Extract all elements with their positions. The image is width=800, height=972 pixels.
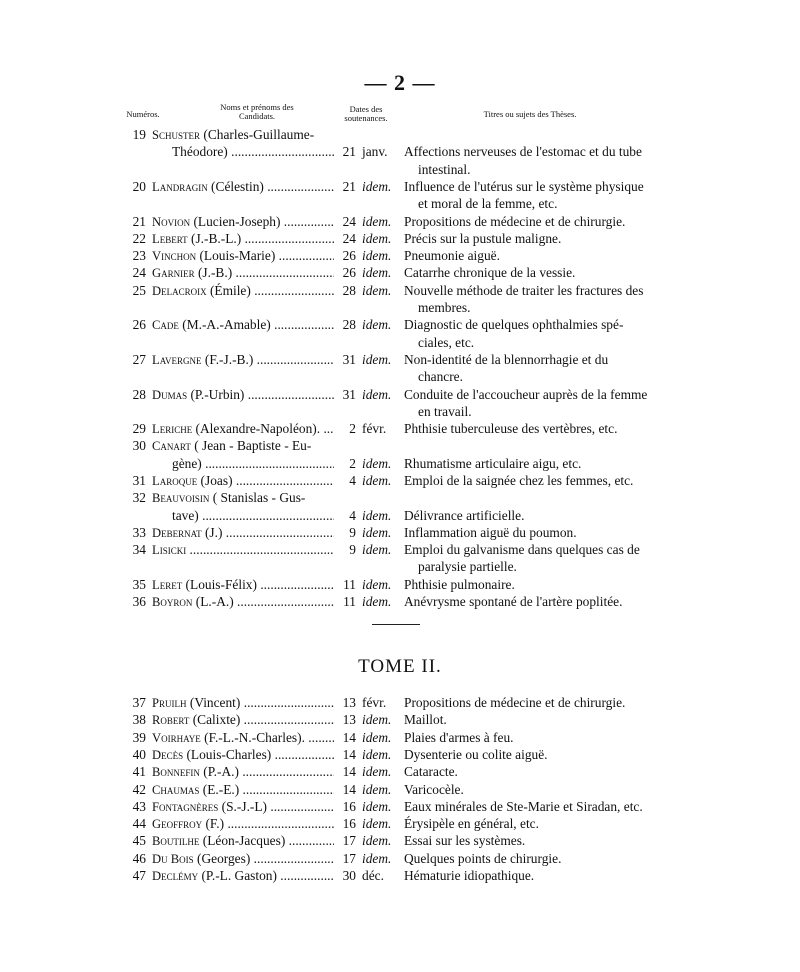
candidate-surname: Boutilhe xyxy=(152,834,200,849)
candidate-surname: Voirhaye xyxy=(152,730,201,745)
defense-month: idem. xyxy=(362,833,392,849)
candidate-given-names: (Louis-Félix) xyxy=(182,576,257,592)
thesis-title: Inflammation aiguë du poumon. xyxy=(404,524,577,540)
candidate-name xyxy=(152,178,334,196)
defense-month: idem. xyxy=(362,729,392,745)
candidate-given-names: (M.-A.-Amable) xyxy=(178,317,271,333)
thesis-title: Anévrysme spontané de l'artère poplitée. xyxy=(404,594,623,610)
candidate-given-names: (J.-B.-L.) xyxy=(187,230,242,246)
candidate-name xyxy=(152,729,334,747)
candidate-given-names: ( Jean - Baptiste - Eu- xyxy=(190,438,312,454)
defense-day: 11 xyxy=(343,594,356,610)
entry-number: 25 xyxy=(132,282,146,298)
entry-number: 38 xyxy=(132,712,146,728)
thesis-title: Nouvelle méthode de traiter les fractures des xyxy=(404,282,644,298)
candidate-given-names: (F.-L.-N.-Charles). xyxy=(200,729,305,745)
entry-number: 31 xyxy=(132,473,146,488)
candidate-given-names: (Louis-Charles) xyxy=(183,746,272,762)
candidate-surname: Leriche xyxy=(152,422,193,437)
page-number: — 2 — xyxy=(364,70,436,95)
thesis-title-continued: membres. xyxy=(418,299,471,315)
candidate-surname: Bonnefin xyxy=(152,765,200,780)
candidate-given-names: (Léon-Jacques) xyxy=(199,833,286,849)
header-dates: Dates des soutenances. xyxy=(344,104,388,123)
candidate-name xyxy=(152,247,334,265)
defense-month: idem. xyxy=(362,351,392,367)
defense-month: idem. xyxy=(362,386,392,402)
defense-day: 2 xyxy=(349,455,356,471)
defense-day: 14 xyxy=(342,781,356,797)
entry-number: 45 xyxy=(132,833,146,849)
candidate-name xyxy=(152,489,334,507)
thesis-title: Érysipèle en général, etc. xyxy=(404,816,539,832)
entry-number: 41 xyxy=(132,764,146,780)
candidate-surname: Garnier xyxy=(152,266,195,281)
entry-number: 39 xyxy=(132,729,146,745)
candidate-surname: Boyron xyxy=(152,595,193,610)
defense-day: 16 xyxy=(342,798,356,814)
thesis-title: Emploi de la saignée chez les femmes, etc. xyxy=(404,473,634,488)
defense-day: 16 xyxy=(342,816,356,832)
defense-day: 31 xyxy=(342,386,356,402)
candidate-given-names: (P.-A.) xyxy=(199,764,239,780)
defense-month: idem. xyxy=(362,542,392,558)
candidate-name xyxy=(152,230,334,248)
thesis-title: Précis sur la pustule maligne. xyxy=(404,230,562,246)
entry-number: 46 xyxy=(132,850,146,866)
defense-month: idem. xyxy=(362,524,392,540)
defense-month: idem. xyxy=(362,213,392,229)
defense-month: idem. xyxy=(362,473,392,488)
defense-day: 2 xyxy=(349,421,356,437)
thesis-title: Non-identité de la blennorrhagie et du xyxy=(404,351,609,367)
thesis-title: Quelques points de chirurgie. xyxy=(404,850,562,866)
candidate-given-names: (Alexandre-Napoléon). xyxy=(192,421,321,437)
entry-number: 47 xyxy=(132,868,146,883)
thesis-title: Affections nerveuses de l'estomac et du tube xyxy=(404,144,642,160)
header-names: Noms et prénoms des Candidats. xyxy=(220,102,294,121)
candidate-surname: Laroque xyxy=(152,474,198,488)
defense-month: idem. xyxy=(362,230,392,246)
defense-month: idem. xyxy=(362,781,392,797)
defense-month: janv. xyxy=(362,144,388,160)
defense-month: idem. xyxy=(362,317,392,333)
defense-day: 14 xyxy=(342,746,356,762)
candidate-name xyxy=(152,746,334,764)
thesis-title: Essai sur les systèmes. xyxy=(404,833,526,849)
candidate-surname: Delacroix xyxy=(152,283,207,298)
candidate-name xyxy=(152,386,334,404)
entry-number: 21 xyxy=(132,213,146,229)
candidate-name xyxy=(152,711,334,729)
defense-day: 17 xyxy=(342,833,356,849)
defense-month: févr. xyxy=(362,421,387,437)
defense-day: 24 xyxy=(342,230,356,246)
defense-month: idem. xyxy=(362,507,392,523)
thesis-title: Phthisie pulmonaire. xyxy=(404,576,515,592)
entry-number: 22 xyxy=(132,230,146,246)
entry-number: 44 xyxy=(132,816,146,832)
thesis-title: Pneumonie aiguë. xyxy=(404,248,500,264)
defense-day: 26 xyxy=(342,248,356,264)
thesis-title: Hématurie idiopathique. xyxy=(404,868,535,883)
defense-day: 17 xyxy=(342,850,356,866)
entry-number: 28 xyxy=(132,386,146,402)
defense-month: idem. xyxy=(362,282,392,298)
thesis-title: Catarrhe chronique de la vessie. xyxy=(404,265,576,281)
entry-number: 40 xyxy=(132,746,146,762)
thesis-title: Propositions de médecine et de chirurgie. xyxy=(404,213,626,229)
candidate-name xyxy=(152,798,334,816)
candidate-name xyxy=(152,576,334,594)
candidate-surname: Lisicki xyxy=(152,543,187,558)
candidate-given-names: (Lucien-Joseph) xyxy=(190,213,281,229)
candidate-name xyxy=(152,781,334,799)
candidate-surname: Declémy xyxy=(152,869,199,883)
candidate-name xyxy=(152,694,334,712)
thesis-title: Rhumatisme articulaire aigu, etc. xyxy=(404,455,582,471)
defense-month: idem. xyxy=(362,850,392,866)
candidate-name xyxy=(152,282,334,300)
defense-day: 4 xyxy=(349,473,356,488)
thesis-title: Varicocèle. xyxy=(404,781,464,797)
defense-day: 11 xyxy=(343,576,356,592)
candidate-given-names: (Charles-Guillaume- xyxy=(200,127,315,142)
thesis-title: Influence de l'utérus sur le système physique xyxy=(404,178,644,194)
candidate-given-names: (Vincent) xyxy=(186,695,241,710)
candidate-surname: Vinchon xyxy=(152,249,197,264)
candidate-surname: Lavergne xyxy=(152,352,202,367)
defense-month: idem. xyxy=(362,816,392,832)
entry-number: 32 xyxy=(132,490,146,506)
candidate-name xyxy=(152,316,334,334)
candidate-given-names: (Georges) xyxy=(193,850,251,866)
defense-month: idem. xyxy=(362,455,392,471)
candidate-surname: Canart xyxy=(152,439,191,454)
candidate-name xyxy=(152,524,334,542)
defense-day: 24 xyxy=(342,213,356,229)
thesis-title: Phthisie tuberculeuse des vertèbres, etc. xyxy=(404,421,618,437)
candidate-name xyxy=(152,472,334,490)
candidate-name-continued: Théodore) ..... xyxy=(172,143,334,160)
header-numbers: Numéros. xyxy=(126,109,160,119)
defense-day: 26 xyxy=(342,265,356,281)
defense-day: 4 xyxy=(349,507,356,523)
entry-number: 42 xyxy=(132,781,146,797)
defense-day: 9 xyxy=(349,524,356,540)
thesis-title-continued: ciales, etc. xyxy=(418,334,475,350)
candidate-name xyxy=(152,213,334,231)
candidate-surname: Debernat xyxy=(152,525,202,540)
defense-day: 31 xyxy=(342,351,356,367)
candidate-name xyxy=(152,437,334,455)
defense-month: déc. xyxy=(362,868,384,883)
candidate-surname: Robert xyxy=(152,713,190,728)
candidate-given-names: (S.-J.-L) xyxy=(218,798,268,814)
candidate-name xyxy=(152,850,334,868)
defense-month: idem. xyxy=(362,764,392,780)
candidate-name xyxy=(152,867,334,885)
candidate-surname: Decès xyxy=(152,747,184,762)
entry-number: 23 xyxy=(132,248,146,264)
defense-day: 13 xyxy=(342,695,356,710)
entry-number: 26 xyxy=(132,317,146,333)
candidate-surname: Leret xyxy=(152,577,183,592)
defense-day: 14 xyxy=(342,729,356,745)
candidate-surname: Chaumas xyxy=(152,782,200,797)
thesis-title-continued: et moral de la femme, etc. xyxy=(418,196,558,212)
entry-number: 30 xyxy=(132,438,146,454)
candidate-surname: Pruilh xyxy=(152,696,187,710)
thesis-title-continued: paralysie partielle. xyxy=(418,559,517,575)
candidate-name xyxy=(152,541,334,559)
candidate-name xyxy=(152,126,334,144)
thesis-title-continued: chancre. xyxy=(418,369,463,385)
thesis-title: Délivrance artificielle. xyxy=(404,507,525,523)
thesis-title: Diagnostic de quelques ophthalmies spé- xyxy=(404,317,624,333)
entry-number: 27 xyxy=(132,351,146,367)
defense-day: 30 xyxy=(342,868,356,883)
defense-month: idem. xyxy=(362,576,392,592)
entry-number: 19 xyxy=(132,127,146,142)
candidate-name xyxy=(152,420,334,438)
thesis-title: Conduite de l'accoucheur auprès de la femme xyxy=(404,386,648,402)
candidate-given-names: (F.) xyxy=(202,816,225,832)
defense-day: 28 xyxy=(342,282,356,298)
candidate-given-names: (J.-B.) xyxy=(194,265,233,281)
section-title: TOME II. xyxy=(358,656,442,677)
candidate-given-names: (E.-E.) xyxy=(199,781,240,797)
candidate-surname: Cade xyxy=(152,318,179,333)
defense-month: idem. xyxy=(362,798,392,814)
candidate-given-names: (Calixte) xyxy=(189,712,241,728)
candidate-given-names: (L.-A.) xyxy=(192,594,234,610)
thesis-title-continued: en travail. xyxy=(418,403,472,419)
defense-day: 28 xyxy=(342,317,356,333)
thesis-title: Maillot. xyxy=(404,712,447,728)
entry-number: 20 xyxy=(132,178,146,194)
candidate-given-names: (P.-L. Gaston) xyxy=(198,868,277,883)
candidate-name xyxy=(152,815,334,833)
defense-month: idem. xyxy=(362,594,392,610)
defense-day: 21 xyxy=(342,178,356,194)
candidate-given-names: (Émile) xyxy=(206,282,251,298)
candidate-given-names: (J.) xyxy=(201,524,223,540)
defense-day: 21 xyxy=(342,144,356,160)
candidate-given-names: (Joas) xyxy=(197,473,233,488)
thesis-title: Eaux minérales de Ste-Marie et Siradan, etc. xyxy=(404,798,643,814)
defense-month: idem. xyxy=(362,248,392,264)
defense-month: idem. xyxy=(362,178,392,194)
candidate-surname: Geoffroy xyxy=(152,817,203,832)
entry-number: 43 xyxy=(132,798,146,814)
candidate-surname: Schuster xyxy=(152,128,201,142)
candidate-name-continued: gène) ..... xyxy=(172,455,334,472)
defense-month: idem. xyxy=(362,265,392,281)
defense-month: févr. xyxy=(362,695,387,710)
candidate-name xyxy=(152,351,334,369)
entry-number: 37 xyxy=(132,695,146,710)
defense-month: idem. xyxy=(362,746,392,762)
thesis-title: Propositions de médecine et de chirurgie. xyxy=(404,695,626,710)
candidate-given-names: (Célestin) xyxy=(207,178,264,194)
candidate-given-names: (F.-J.-B.) xyxy=(201,351,254,367)
candidate-name xyxy=(152,763,334,781)
candidate-given-names: (P.-Urbin) xyxy=(187,386,245,402)
entry-number: 33 xyxy=(132,524,146,540)
candidate-name xyxy=(152,832,334,850)
thesis-title: Dysenterie ou colite aiguë. xyxy=(404,746,548,762)
candidate-surname: Lebert xyxy=(152,231,188,246)
candidate-surname: Novion xyxy=(152,214,191,229)
thesis-title: Emploi du galvanisme dans quelques cas de xyxy=(404,542,640,558)
defense-month: idem. xyxy=(362,712,392,728)
defense-day: 14 xyxy=(342,764,356,780)
candidate-name xyxy=(152,593,334,611)
candidate-name-continued: tave) ..... xyxy=(172,507,334,524)
candidate-surname: Du Bois xyxy=(152,851,194,866)
entry-number: 24 xyxy=(132,265,146,281)
candidate-surname: Beauvoisin xyxy=(152,491,210,506)
entry-number: 35 xyxy=(132,576,146,592)
defense-day: 13 xyxy=(342,712,356,728)
candidate-given-names: (Louis-Marie) xyxy=(196,248,276,264)
candidate-name xyxy=(152,264,334,282)
header-titles: Titres ou sujets des Thèses. xyxy=(483,109,577,119)
thesis-title: Plaies d'armes à feu. xyxy=(404,729,514,745)
candidate-surname: Fontagnères xyxy=(152,799,219,814)
defense-day: 9 xyxy=(349,542,356,558)
thesis-title: Cataracte. xyxy=(404,764,458,780)
thesis-title-continued: intestinal. xyxy=(418,161,471,177)
candidate-surname: Landragin xyxy=(152,179,208,194)
candidate-given-names: ( Stanislas - Gus- xyxy=(209,490,306,506)
entry-number: 36 xyxy=(132,594,146,610)
candidate-surname: Dumas xyxy=(152,387,188,402)
entry-number: 34 xyxy=(132,542,146,558)
entry-number: 29 xyxy=(132,421,146,437)
section-rule xyxy=(372,624,420,625)
